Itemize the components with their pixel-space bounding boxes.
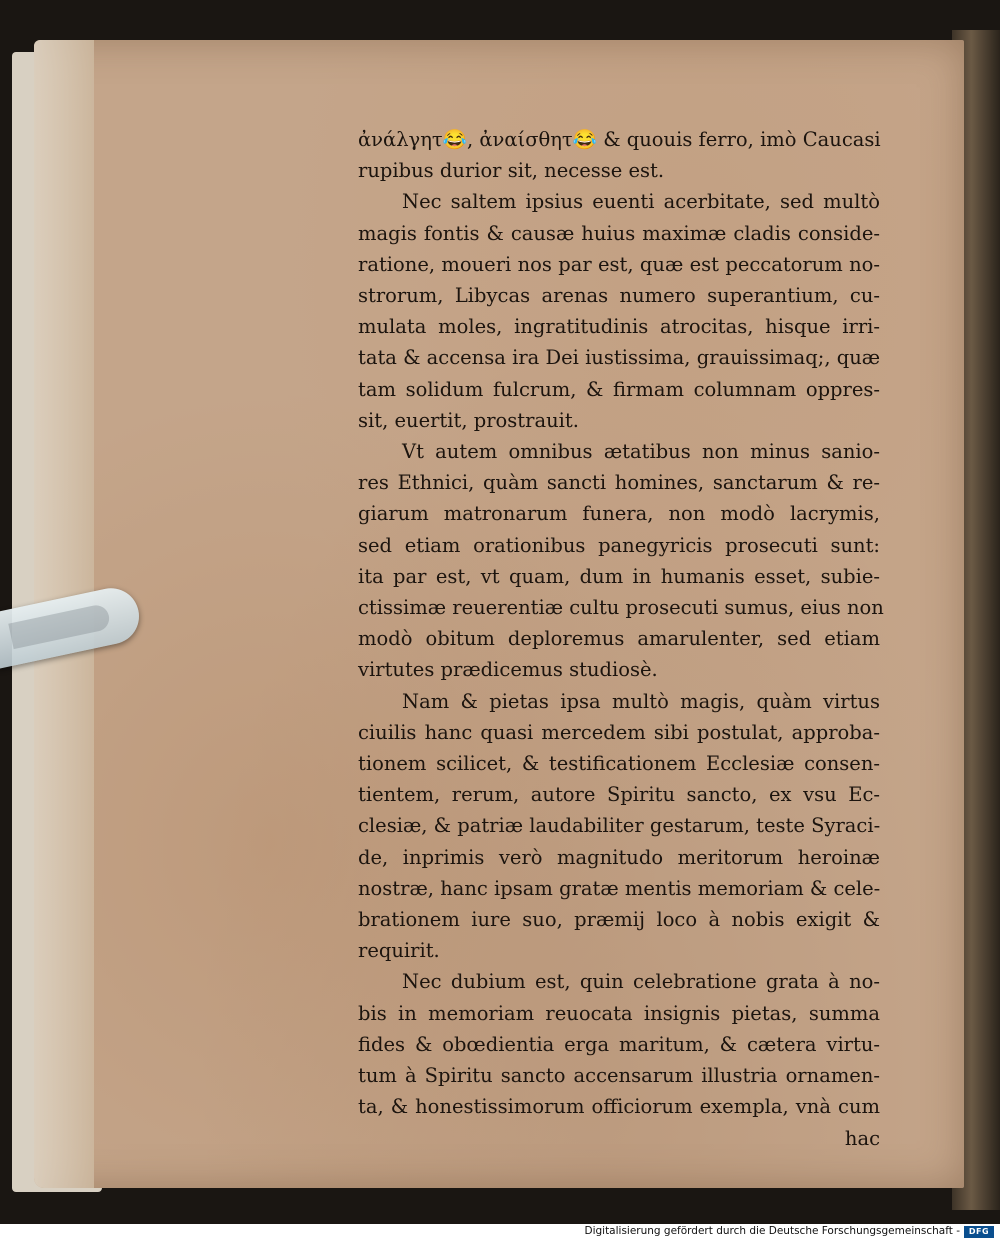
text-line: tionem scilicet, & testificationem Ecclesiæ consen- bbox=[358, 752, 880, 776]
text-line: sit, euertit, prostrauit. bbox=[358, 408, 579, 432]
text-line: de, inprimis verò magnitudo meritorum heroinæ bbox=[358, 845, 880, 869]
text-line: rupibus durior sit, necesse est. bbox=[358, 159, 665, 183]
footer-bar bbox=[0, 1224, 1000, 1241]
text-line: res Ethnici, quàm sancti homines, sanctarum & re- bbox=[358, 471, 880, 495]
text-line: Vt autem omnibus ætatibus non minus sanio- bbox=[402, 440, 880, 464]
text-line: bis in memoriam reuocata insignis pietas, summa bbox=[358, 1001, 880, 1025]
text-line: giarum matronarum funera, non modò lacrymis, bbox=[358, 502, 880, 526]
text-line: ta, & honestissimorum officiorum exempla, vnà cum bbox=[358, 1095, 880, 1119]
text-line: ratione, moueri nos par est, quæ est peccatorum no- bbox=[358, 252, 880, 276]
text-line: brationem iure suo, præmij loco à nobis exigit & bbox=[358, 908, 880, 932]
text-line: strorum, Libycas arenas numero superantium, cu- bbox=[358, 284, 880, 308]
text-line: tum à Spiritu sancto accensarum illustria ornamen- bbox=[358, 1064, 880, 1088]
text-line: Nec dubium est, quin celebratione grata à no- bbox=[402, 970, 880, 994]
text-line: magis fontis & causæ huius maximæ cladis conside- bbox=[358, 221, 880, 245]
dfg-logo-icon: DFG bbox=[964, 1226, 994, 1238]
funding-credit: Digitalisierung gefördert durch die Deutsche Forschungsgemeinschaft - bbox=[584, 1225, 960, 1237]
text-line: ctissimæ reuerentiæ cultu prosecuti sumus, eius non bbox=[358, 596, 884, 620]
catchword: hac bbox=[844, 1126, 880, 1150]
text-line: sed etiam orationibus panegyricis prosecuti sunt: bbox=[358, 533, 880, 557]
text-line: ἀνάλγητ😂, ἀναίσθητ😂 & quouis ferro, imò Caucasi bbox=[358, 128, 881, 151]
text-line: Nec saltem ipsius euenti acerbitate, sed multò bbox=[402, 190, 880, 214]
text-line: nostræ, hanc ipsam gratæ mentis memoriam & cele- bbox=[358, 876, 881, 900]
text-line: mulata moles, ingratitudinis atrocitas, hisque irri- bbox=[358, 315, 880, 339]
text-line: tientem, rerum, autore Spiritu sancto, ex vsu Ec- bbox=[358, 783, 880, 807]
text-line: ita par est, vt quam, dum in humanis esset, subie- bbox=[358, 564, 880, 588]
text-line: Nam & pietas ipsa multò magis, quàm virtus bbox=[402, 689, 880, 713]
text-line: fides & obœdientia erga maritum, & cætera virtu- bbox=[358, 1032, 880, 1056]
text-line: requirit. bbox=[358, 939, 440, 963]
text-line: virtutes prædicemus studiosè. bbox=[358, 658, 658, 682]
text-line: ciuilis hanc quasi mercedem sibi postulat, approba- bbox=[358, 720, 880, 744]
text-line: tam solidum fulcrum, & firmam columnam oppres- bbox=[358, 377, 880, 401]
text-line: modò obitum deploremus amarulenter, sed etiam bbox=[358, 627, 880, 651]
text-line: clesiæ, & patriæ laudabiliter gestarum, teste Syraci- bbox=[358, 814, 881, 838]
text-line: tata & accensa ira Dei iustissima, grauissimaq;, quæ bbox=[358, 346, 881, 370]
page-text bbox=[358, 124, 884, 1154]
